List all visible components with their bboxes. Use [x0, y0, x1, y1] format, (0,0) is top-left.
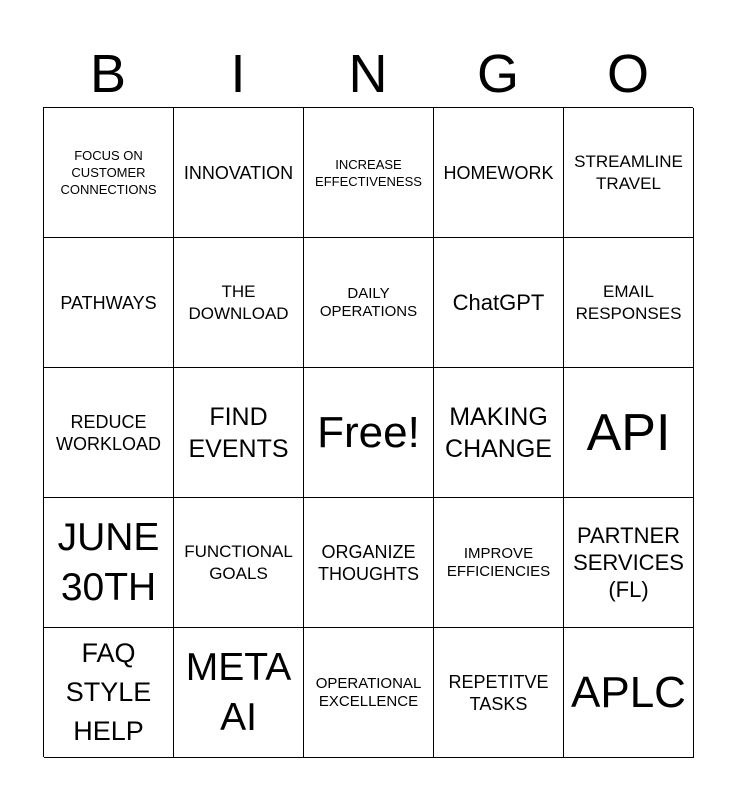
bingo-cell-r3c1[interactable]	[44, 368, 174, 498]
bingo-cell-r4c2[interactable]	[174, 498, 304, 628]
header-letter-o: O	[606, 44, 649, 104]
bingo-cell-r1c5[interactable]	[564, 108, 694, 238]
cell-label: EMAIL RESPONSES	[575, 281, 682, 323]
bingo-cell-r2c2[interactable]	[174, 238, 304, 368]
cell-label: REPETITVE TASKS	[448, 671, 549, 714]
cell-label: REDUCE WORKLOAD	[55, 411, 161, 454]
bingo-cell-r4c3[interactable]	[304, 498, 434, 628]
cell-label: FAQ STYLE HELP	[65, 638, 152, 746]
cell-label: FUNCTIONAL GOALS	[184, 541, 293, 583]
cell-label: THE DOWNLOAD	[188, 281, 289, 323]
cell-label: IMPROVE EFFICIENCIES	[446, 544, 551, 580]
cell-label: FOCUS ON CUSTOMER CONNECTIONS	[60, 148, 157, 197]
bingo-cell-r5c5[interactable]	[564, 628, 694, 758]
bingo-cell-r2c5[interactable]	[564, 238, 694, 368]
bingo-cell-r1c1[interactable]	[44, 108, 174, 238]
cell-label: Free!	[317, 407, 420, 457]
bingo-cell-r3c2[interactable]	[174, 368, 304, 498]
bingo-cell-r4c1[interactable]	[44, 498, 174, 628]
cell-label: INNOVATION	[183, 162, 294, 183]
cell-label: INCREASE EFFECTIVENESS	[315, 156, 422, 189]
bingo-cell-r5c3[interactable]	[304, 628, 434, 758]
bingo-cell-r5c1[interactable]	[44, 628, 174, 758]
cell-label: PARTNER SERVICES (FL)	[573, 523, 684, 602]
cell-label: DAILY OPERATIONS	[319, 284, 418, 320]
bingo-cell-r5c2[interactable]	[174, 628, 304, 758]
bingo-cell-r1c2[interactable]	[174, 108, 304, 238]
cell-label: PATHWAYS	[60, 292, 157, 313]
free-space-cell[interactable]	[304, 368, 434, 498]
bingo-cell-r4c4[interactable]	[434, 498, 564, 628]
bingo-cell-r3c5[interactable]	[564, 368, 694, 498]
header-letter-n: N	[348, 44, 388, 104]
cell-label: MAKING CHANGE	[445, 402, 552, 463]
bingo-board	[43, 107, 693, 757]
cell-label: APLC	[571, 667, 686, 717]
cell-label: HOMEWORK	[443, 162, 554, 183]
bingo-cell-r2c4[interactable]	[434, 238, 564, 368]
bingo-cell-r2c1[interactable]	[44, 238, 174, 368]
cell-label: META AI	[185, 645, 292, 739]
header-letter-b: B	[89, 44, 127, 104]
cell-label: STREAMLINE TRAVEL	[574, 151, 683, 193]
bingo-cell-r1c4[interactable]	[434, 108, 564, 238]
header-letter-g: G	[476, 44, 519, 104]
cell-label: FIND EVENTS	[188, 402, 289, 463]
bingo-cell-r3c4[interactable]	[434, 368, 564, 498]
cell-label: ChatGPT	[452, 290, 545, 315]
cell-label: JUNE 30TH	[57, 515, 160, 609]
bingo-header	[43, 40, 693, 108]
bingo-cell-r5c4[interactable]	[434, 628, 564, 758]
cell-label: API	[586, 403, 671, 462]
cell-label: OPERATIONAL EXCELLENCE	[315, 674, 422, 710]
bingo-cell-r1c3[interactable]	[304, 108, 434, 238]
bingo-cell-r4c5[interactable]	[564, 498, 694, 628]
bingo-cell-r2c3[interactable]	[304, 238, 434, 368]
cell-label: ORGANIZE THOUGHTS	[318, 541, 419, 584]
header-letter-i: I	[230, 44, 246, 104]
